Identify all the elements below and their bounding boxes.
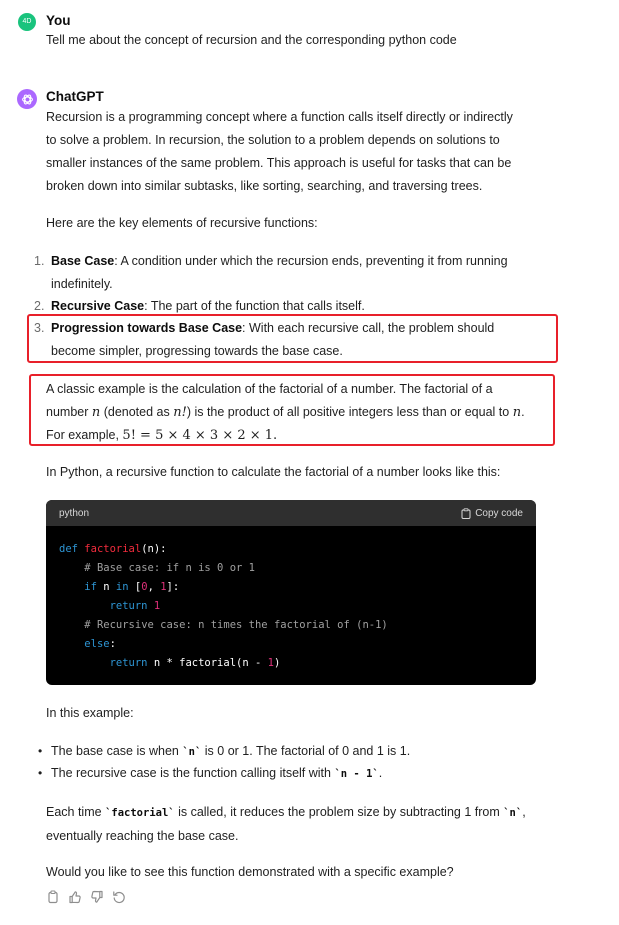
list-item-base-case-bullet: • The base case is when `n` is 0 or 1. The factorial of 0 and 1 is 1. xyxy=(38,744,411,758)
user-avatar: 4D xyxy=(18,13,36,31)
code-language-label: python xyxy=(59,507,90,519)
regenerate-icon[interactable] xyxy=(112,890,126,904)
intro-line: smaller instances of the same problem. This approach is useful for tasks that can be xyxy=(46,156,512,170)
code-content: def factorial(n): # Base case: if n is 0 or 1 if n in [0, 1]: return 1 # Recursive case: n times the factorial of (n-1) else: return n * factorial(n - 1) xyxy=(59,543,388,669)
highlight-box-progression xyxy=(27,314,558,363)
python-intro: In Python, a recursive function to calculate the factorial of a number looks like this: xyxy=(46,465,501,479)
math-n: n xyxy=(512,405,522,420)
math-n-factorial: n! xyxy=(173,405,187,420)
inline-code: `n` xyxy=(182,746,202,758)
closing-question: Would you like to see this function demonstrated with a specific example? xyxy=(46,865,454,879)
copy-code-label: Copy code xyxy=(475,507,523,519)
highlight-box-factorial xyxy=(29,374,555,446)
math-n: n xyxy=(91,405,101,420)
message-actions xyxy=(46,890,126,904)
inline-code: `n - 1` xyxy=(334,768,379,780)
list-item-recursive-bullet: • The recursive case is the function calling itself with `n - 1`. xyxy=(38,766,383,780)
code-block xyxy=(46,500,536,685)
list-item-base-case: 1. Base Case: A condition under which the recursion ends, preventing it from running indefinitely. xyxy=(34,254,508,291)
each-time-paragraph: Each time `factorial` is called, it reduces the problem size by subtracting 1 from `n`, eventually reaching the base case. xyxy=(46,805,526,843)
thumbs-down-icon[interactable] xyxy=(90,890,104,904)
openai-logo-icon xyxy=(21,93,34,106)
inline-code: `n` xyxy=(503,807,523,819)
inline-code: `factorial` xyxy=(105,807,175,819)
clipboard-icon xyxy=(461,508,471,519)
list-item-recursive-case: 2. Recursive Case: The part of the function that calls itself. xyxy=(34,299,365,313)
user-message: Tell me about the concept of recursion and the corresponding python code xyxy=(46,33,457,47)
user-name: You xyxy=(46,13,71,28)
assistant-name: ChatGPT xyxy=(46,89,104,104)
example-intro: In this example: xyxy=(46,706,134,720)
intro-line: Recursion is a programming concept where a function calls itself directly or indirectly xyxy=(46,110,513,124)
list-item-progression: 3. Progression towards Base Case: With each recursive call, the problem should become simpler, progressing towards the base case. xyxy=(34,321,495,358)
copy-code-button[interactable] xyxy=(461,508,523,519)
intro-paragraph xyxy=(46,106,536,198)
intro-line: to solve a problem. In recursion, the solution to a problem depends on solutions to xyxy=(46,133,500,147)
copy-icon[interactable] xyxy=(46,890,60,904)
intro-line: broken down into similar subtasks, like sorting, searching, and traversing trees. xyxy=(46,179,483,193)
key-elements-intro: Here are the key elements of recursive functions: xyxy=(46,216,318,230)
factorial-paragraph: A classic example is the calculation of the factorial of a number. The factorial of a number n (denoted as n!) is the product of all positive integers less than or equal to n. For example, 5! = 5 × 4 × 3 × 2 × 1. xyxy=(46,382,525,443)
chatgpt-avatar xyxy=(17,89,37,109)
code-header xyxy=(46,500,536,526)
thumbs-up-icon[interactable] xyxy=(68,890,82,904)
math-factorial-example: 5! = 5 × 4 × 3 × 2 × 1. xyxy=(122,428,278,443)
